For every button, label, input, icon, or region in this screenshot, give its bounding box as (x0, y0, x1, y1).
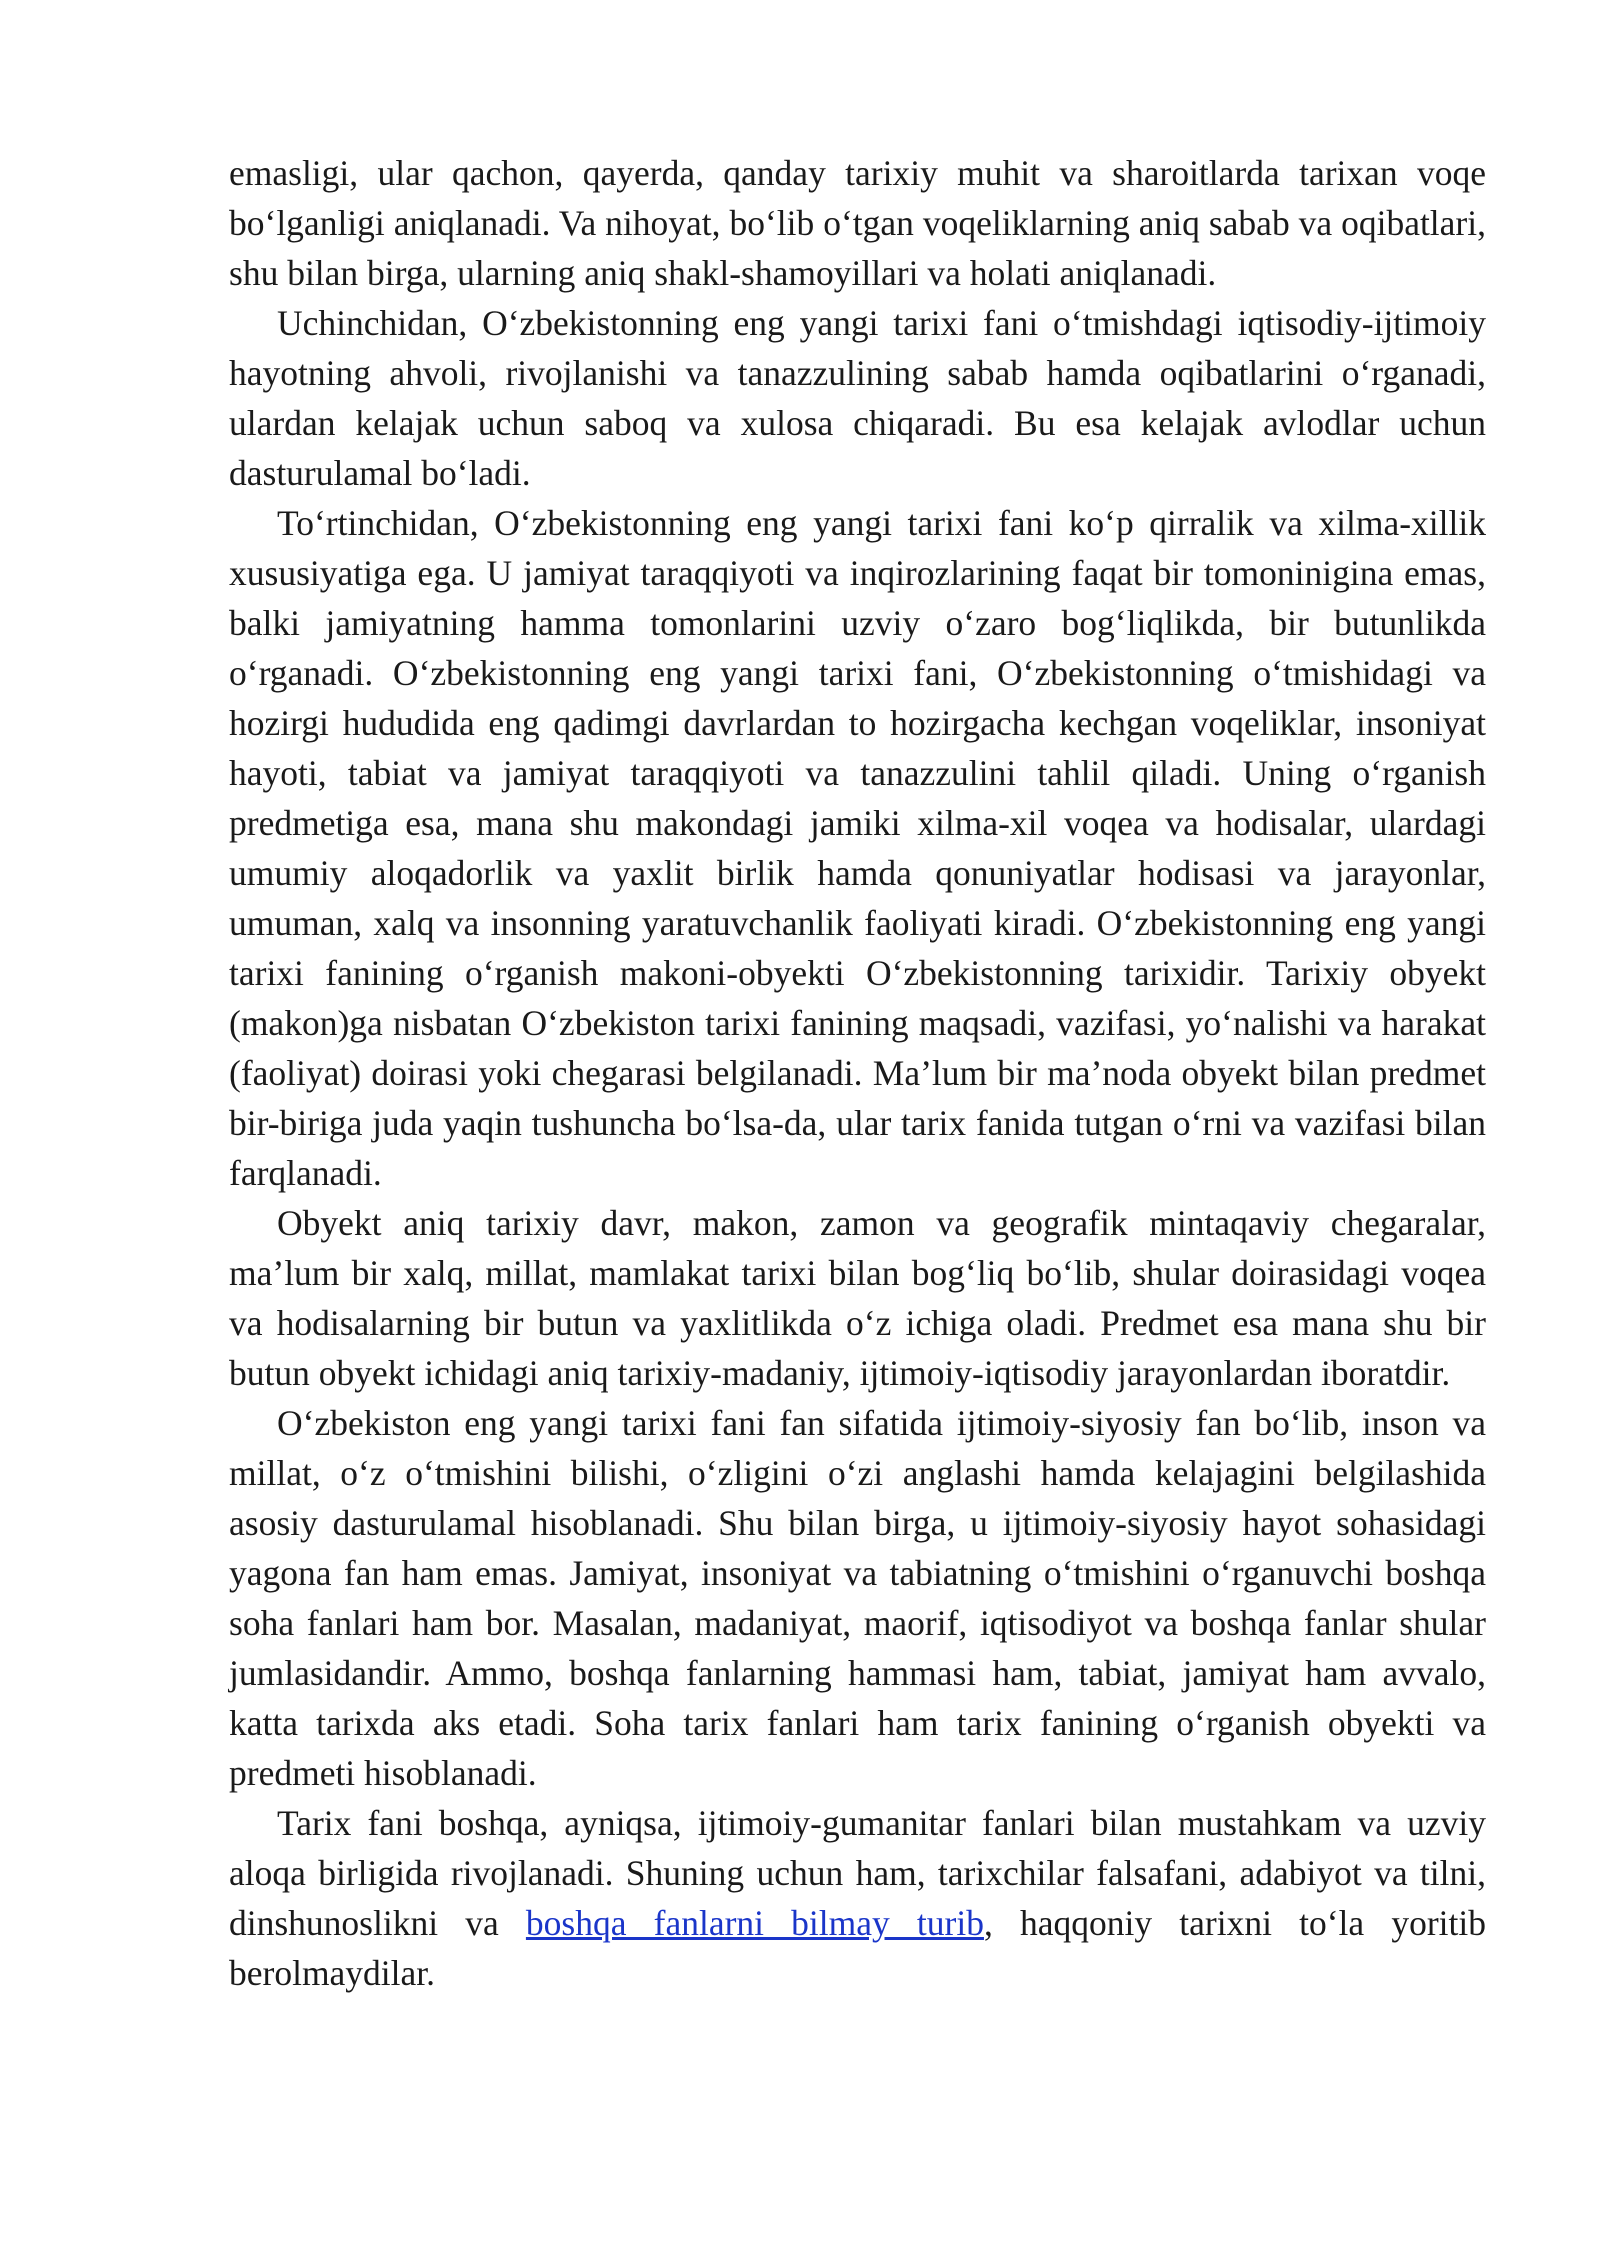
document-page (229, 148, 1486, 1998)
paragraph-6-text-after: , haqqoniy tarixni toʻla yoritib berolmaydilar. (229, 1903, 1486, 1993)
boshqa-fanlar-link[interactable]: boshqa fanlarni bilmay turib (525, 1903, 984, 1943)
paragraph-2: Uchinchidan, Oʻzbekistonning eng yangi tarixi fani oʻtmishdagi iqtisodiy-ijtimoiy hayotning ahvoli, rivojlanishi va tanazzulining sabab hamda oqibatlarini oʻrganadi, ulardan kelajak uchun saboq va xulosa chiqaradi. Bu esa kelajak avlodlar uchun dasturulamal boʻladi. (229, 303, 1486, 493)
paragraph-1: emasligi, ular qachon, qayerda, qanday tarixiy muhit va sharoitlarda tarixan voqe boʻlganligi aniqlanadi. Va nihoyat, boʻlib oʻtgan voqeliklarning aniq sabab va oqibatlari, shu bilan birga, ularning aniq shakl-shamoyillari va holati aniqlanadi. (229, 153, 1486, 293)
paragraph-3: Toʻrtinchidan, Oʻzbekistonning eng yangi tarixi fani koʻp qirralik va xilma-xillik xususiyatiga ega. U jamiyat taraqqiyoti va inqirozlarining faqat bir tomoninigina emas, balki jamiyatning hamma tomonlarini uzviy oʻzaro bogʻliqlikda, bir butunlikda oʻrganadi. Oʻzbekistonning eng yangi tarixi fani, Oʻzbekistonning oʻtmishidagi va hozirgi hududida eng qadimgi davrlardan to hozirgacha kechgan voqeliklar, insoniyat hayoti, tabiat va jamiyat taraqqiyoti va tanazzulini tahlil qiladi. Uning oʻrganish predmetiga esa, mana shu makondagi jamiki xilma-xil voqea va hodisalar, ulardagi umumiy aloqadorlik va yaxlit birlik hamda qonuniyatlar hodisasi va jarayonlar, umuman, xalq va insonning yaratuvchanlik faoliyati kiradi. Oʻzbekistonning eng yangi tarixi fanining oʻrganish makoni-obyekti Oʻzbekistonning tarixidir. Tarixiy obyekt (makon)ga nisbatan Oʻzbekiston tarixi fanining maqsadi, vazifasi, yoʻnalishi va harakat (faoliyat) doirasi yoki chegarasi belgilanadi. Ma’lum bir ma’noda obyekt bilan predmet bir-biriga juda yaqin tushuncha boʻlsa-da, ular tarix fanida tutgan oʻrni va vazifasi bilan farqlanadi. (229, 503, 1486, 1193)
paragraph-6 (229, 1798, 1486, 1998)
paragraph-5: Oʻzbekiston eng yangi tarixi fani fan sifatida ijtimoiy-siyosiy fan boʻlib, inson va millat, oʻz oʻtmishini bilishi, oʻzligini oʻzi anglashi hamda kelajagini belgilashida asosiy dasturulamal hisoblanadi. Shu bilan birga, u ijtimoiy-siyosiy hayot sohasidagi yagona fan ham emas. Jamiyat, insoniyat va tabiatning oʻtmishini oʻrganuvchi boshqa soha fanlari ham bor. Masalan, madaniyat, maorif, iqtisodiyot va boshqa fanlar shular jumlasidandir. Ammo, boshqa fanlarning hammasi ham, tabiat, jamiyat ham avvalo, katta tarixda aks etadi. Soha tarix fanlari ham tarix fanining oʻrganish obyekti va predmeti hisoblanadi. (229, 1403, 1486, 1793)
paragraph-6-text-before: Tarix fani boshqa, ayniqsa, ijtimoiy-gumanitar fanlari bilan mustahkam va uzviy aloqa birligida rivojlanadi. Shuning uchun ham, tarixchilar falsafani, adabiyot va tilni, dinshunoslikni va (229, 1803, 1486, 1943)
paragraph-4: Obyekt aniq tarixiy davr, makon, zamon va geografik mintaqaviy chegaralar, ma’lum bir xalq, millat, mamlakat tarixi bilan bogʻliq boʻlib, shular doirasidagi voqea va hodisalarning bir butun va yaxlitlikda oʻz ichiga oladi. Predmet esa mana shu bir butun obyekt ichidagi aniq tarixiy-madaniy, ijtimoiy-iqtisodiy jarayonlardan iboratdir. (229, 1203, 1486, 1393)
